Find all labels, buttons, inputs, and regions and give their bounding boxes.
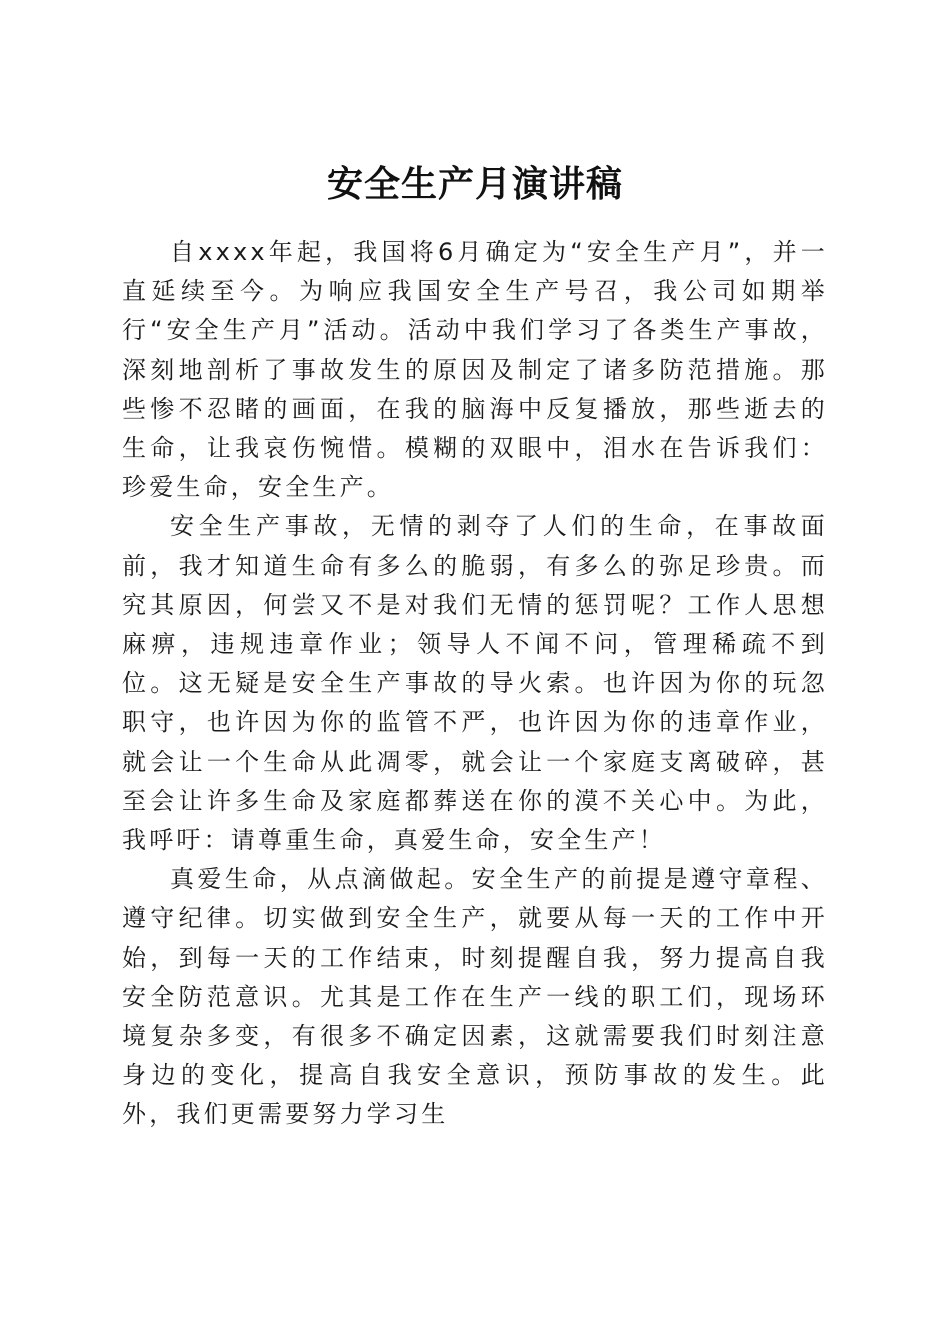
paragraph: 真爱生命，从点滴做起。安全生产的前提是遵守章程、遵守纪律。切实做到安全生产，就要从每一天的工作中开始，到每一天的工作结束，时刻提醒自我，努力提高自我安全防范意识。尤其是工作在生产一线的职工们，现场环境复杂多变，有很多不确定因素，这就需要我们时刻注意身边的变化，提高自我安全意识，预防事故的发生。此外，我们更需要努力学习生 bbox=[122, 865, 828, 1129]
document-body bbox=[122, 233, 828, 1135]
document-title: 安全生产月演讲稿 bbox=[326, 163, 623, 206]
paragraph: 自xxxx年起，我国将6月确定为“安全生产月”，并一直延续至今。为响应我国安全生产号召，我公司如期举行“安全生产月”活动。活动中我们学习了各类生产事故，深刻地剖析了事故发生的原因及制定了诸多防范措施。那些惨不忍睹的画面，在我的脑海中反复播放，那些逝去的生命，让我哀伤惋惜。模糊的双眼中，泪水在告诉我们：珍爱生命，安全生产。 bbox=[122, 238, 828, 502]
paragraph: 安全生产事故，无情的剥夺了人们的生命，在事故面前，我才知道生命有多么的脆弱，有多么的弥足珍贵。而究其原因，何尝又不是对我们无情的惩罚呢？工作人思想麻痹，违规违章作业；领导人不闻不问，管理稀疏不到位。这无疑是安全生产事故的导火索。也许因为你的玩忽职守，也许因为你的监管不严，也许因为你的违章作业，就会让一个生命从此凋零，就会让一个家庭支离破碎，甚至会让许多生命及家庭都葬送在你的漠不关心中。为此，我呼吁：请尊重生命，真爱生命，安全生产！ bbox=[122, 512, 828, 855]
